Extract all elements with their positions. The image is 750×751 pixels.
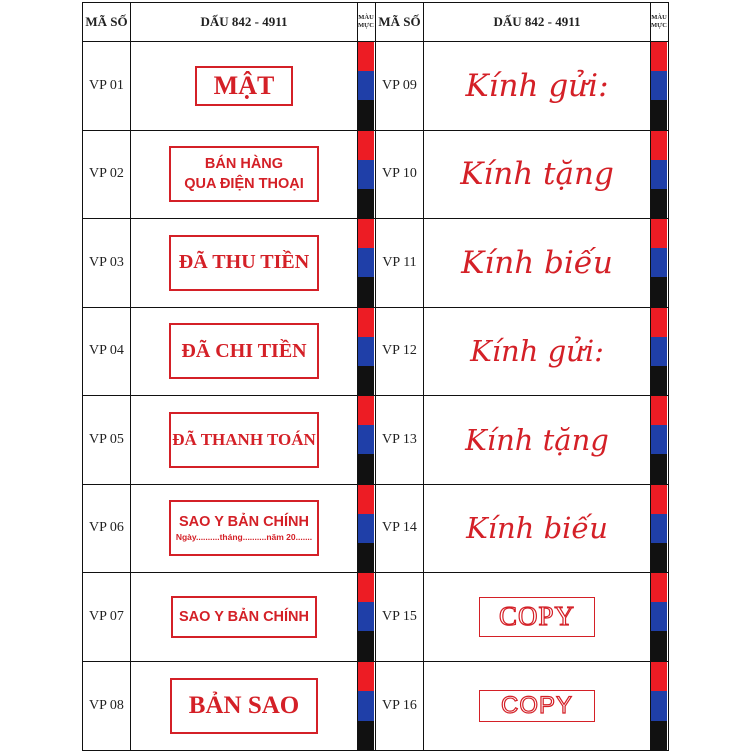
ink-color-swatches [358,42,374,130]
stamp-code: VP 08 [83,662,131,751]
stamp-text: COPY [500,691,573,719]
table-row [376,662,668,751]
stamp-text: SAO Y BẢN CHÍNH [179,608,309,625]
stamp-preview-cell [424,396,651,484]
stamp-text-line1: BÁN HÀNG [204,156,284,173]
table-row [83,396,375,485]
table-row [83,573,375,662]
blue-ink-swatch [358,160,374,189]
ink-header-line2: MỰC [651,22,668,29]
blue-ink-swatch [651,691,667,721]
red-ink-swatch [651,485,667,514]
stamp-ban-sao [170,678,318,734]
catalog-table-left [82,2,376,751]
stamp-code: VP 10 [376,131,424,219]
stamp-code: VP 14 [376,485,424,573]
stamp-ban-hang [169,146,319,202]
blue-ink-swatch [358,691,374,721]
stamp-code: VP 01 [83,42,131,130]
red-ink-swatch [358,485,374,514]
ink-color-swatches [651,573,667,661]
stamp-code: VP 12 [376,308,424,396]
ink-column-header [358,3,374,41]
stamp-code: VP 16 [376,662,424,751]
stamp-preview-cell [424,485,651,573]
stamp-preview-cell [424,662,651,751]
stamp-preview-cell [424,42,651,130]
stamp-da-thu-tien [169,235,319,291]
stamp-preview-cell [424,131,651,219]
stamp-code: VP 13 [376,396,424,484]
red-ink-swatch [358,42,374,71]
stamp-kinh-tang: Kính tặng [460,156,614,193]
ink-header-line1: MÀU [358,14,374,21]
ink-color-swatches [651,662,667,751]
blue-ink-swatch [358,602,374,631]
stamp-preview-cell [131,219,358,307]
stamp-text-line2: QUA ĐIỆN THOẠI [184,176,304,193]
table-row [83,42,375,131]
stamp-da-chi-tien [169,323,319,379]
ink-color-swatches [651,396,667,484]
red-ink-swatch [358,662,374,692]
blue-ink-swatch [651,337,667,366]
table-row [376,573,668,662]
stamp-code: VP 05 [83,396,131,484]
stamp-text: ĐÃ THANH TOÁN [172,429,316,449]
stamp-code: VP 11 [376,219,424,307]
ink-color-swatches [358,308,374,396]
stamp-code: VP 06 [83,485,131,573]
ink-color-swatches [651,219,667,307]
table-row [83,485,375,574]
stamp-code: VP 09 [376,42,424,130]
table-row [376,485,668,574]
ink-color-swatches [651,485,667,573]
ink-color-swatches [358,396,374,484]
stamp-kinh-bieu: Kính biếu [461,244,613,281]
stamp-kinh-tang-alt: Kính tặng [465,422,609,457]
stamp-column-header: DẤU 842 - 4911 [424,3,651,41]
black-ink-swatch [651,543,667,572]
stamp-da-thanh-toan [169,412,319,468]
stamp-preview-cell [424,308,651,396]
stamp-text: ĐÃ CHI TIỀN [181,339,307,362]
stamp-preview-cell [424,573,651,661]
blue-ink-swatch [358,337,374,366]
stamp-code: VP 02 [83,131,131,219]
blue-ink-swatch [651,71,667,100]
ink-color-swatches [358,131,374,219]
ink-header-line2: MỰC [358,22,375,29]
catalog-table-right [375,2,669,751]
stamp-preview-cell [131,308,358,396]
stamp-text: BẢN SAO [188,691,300,719]
ink-column-header [651,3,667,41]
table-row [376,396,668,485]
table-header [376,3,668,42]
stamp-text: MẬT [213,70,275,100]
stamp-preview-cell [131,662,358,751]
table-row [83,131,375,220]
blue-ink-swatch [358,248,374,277]
black-ink-swatch [651,631,667,660]
blue-ink-swatch [358,71,374,100]
table-row [376,131,668,220]
red-ink-swatch [651,396,667,425]
black-ink-swatch [358,189,374,218]
ink-header-line1: MÀU [651,14,667,21]
stamp-date-line: Ngày..........tháng..........năm 20....... [175,532,313,543]
ink-color-swatches [651,42,667,130]
stamp-sao-y [171,596,317,638]
red-ink-swatch [358,573,374,602]
ink-color-swatches [358,485,374,573]
code-column-header: MÃ SỐ [376,3,424,41]
ink-color-swatches [651,131,667,219]
black-ink-swatch [358,631,374,660]
table-row [376,308,668,397]
ink-color-swatches [651,308,667,396]
table-row [376,42,668,131]
red-ink-swatch [651,219,667,248]
black-ink-swatch [651,721,667,751]
red-ink-swatch [358,219,374,248]
stamp-mat [195,66,293,106]
red-ink-swatch [651,42,667,71]
stamp-column-header: DẤU 842 - 4911 [131,3,358,41]
stamp-code: VP 07 [83,573,131,661]
red-ink-swatch [358,396,374,425]
stamp-copy-small [479,690,595,722]
red-ink-swatch [651,662,667,692]
blue-ink-swatch [358,514,374,543]
black-ink-swatch [358,100,374,129]
blue-ink-swatch [651,602,667,631]
stamp-text-line1: SAO Y BẢN CHÍNH [179,514,309,531]
stamp-preview-cell [131,131,358,219]
red-ink-swatch [651,308,667,337]
stamp-preview-cell [131,42,358,130]
red-ink-swatch [358,131,374,160]
ink-color-swatches [358,662,374,751]
stamp-kinh-gui-alt: Kính gửi: [470,334,604,369]
blue-ink-swatch [651,425,667,454]
stamp-copy [479,597,595,637]
stamp-preview-cell [424,219,651,307]
black-ink-swatch [651,366,667,395]
black-ink-swatch [358,454,374,483]
black-ink-swatch [358,543,374,572]
black-ink-swatch [651,454,667,483]
stamp-kinh-gui: Kính gửi: [465,67,609,104]
black-ink-swatch [358,277,374,306]
stamp-preview-cell [131,573,358,661]
stamp-code: VP 03 [83,219,131,307]
stamp-code: VP 15 [376,573,424,661]
red-ink-swatch [651,573,667,602]
black-ink-swatch [358,366,374,395]
red-ink-swatch [358,308,374,337]
black-ink-swatch [358,721,374,751]
table-header [83,3,375,42]
stamp-text: ĐÃ THU TIỀN [178,251,310,274]
stamp-text: COPY [498,601,576,632]
blue-ink-swatch [651,514,667,543]
code-column-header: MÃ SỐ [83,3,131,41]
blue-ink-swatch [651,160,667,189]
table-row [83,308,375,397]
red-ink-swatch [651,131,667,160]
table-row [376,219,668,308]
black-ink-swatch [651,100,667,129]
stamp-code: VP 04 [83,308,131,396]
blue-ink-swatch [358,425,374,454]
black-ink-swatch [651,277,667,306]
stamp-preview-cell [131,396,358,484]
stamp-preview-cell [131,485,358,573]
table-row [83,662,375,751]
black-ink-swatch [651,189,667,218]
ink-color-swatches [358,573,374,661]
stamp-sao-y-dated [169,500,319,556]
stamp-kinh-bieu-alt: Kính biếu [466,511,608,546]
blue-ink-swatch [651,248,667,277]
ink-color-swatches [358,219,374,307]
table-row [83,219,375,308]
